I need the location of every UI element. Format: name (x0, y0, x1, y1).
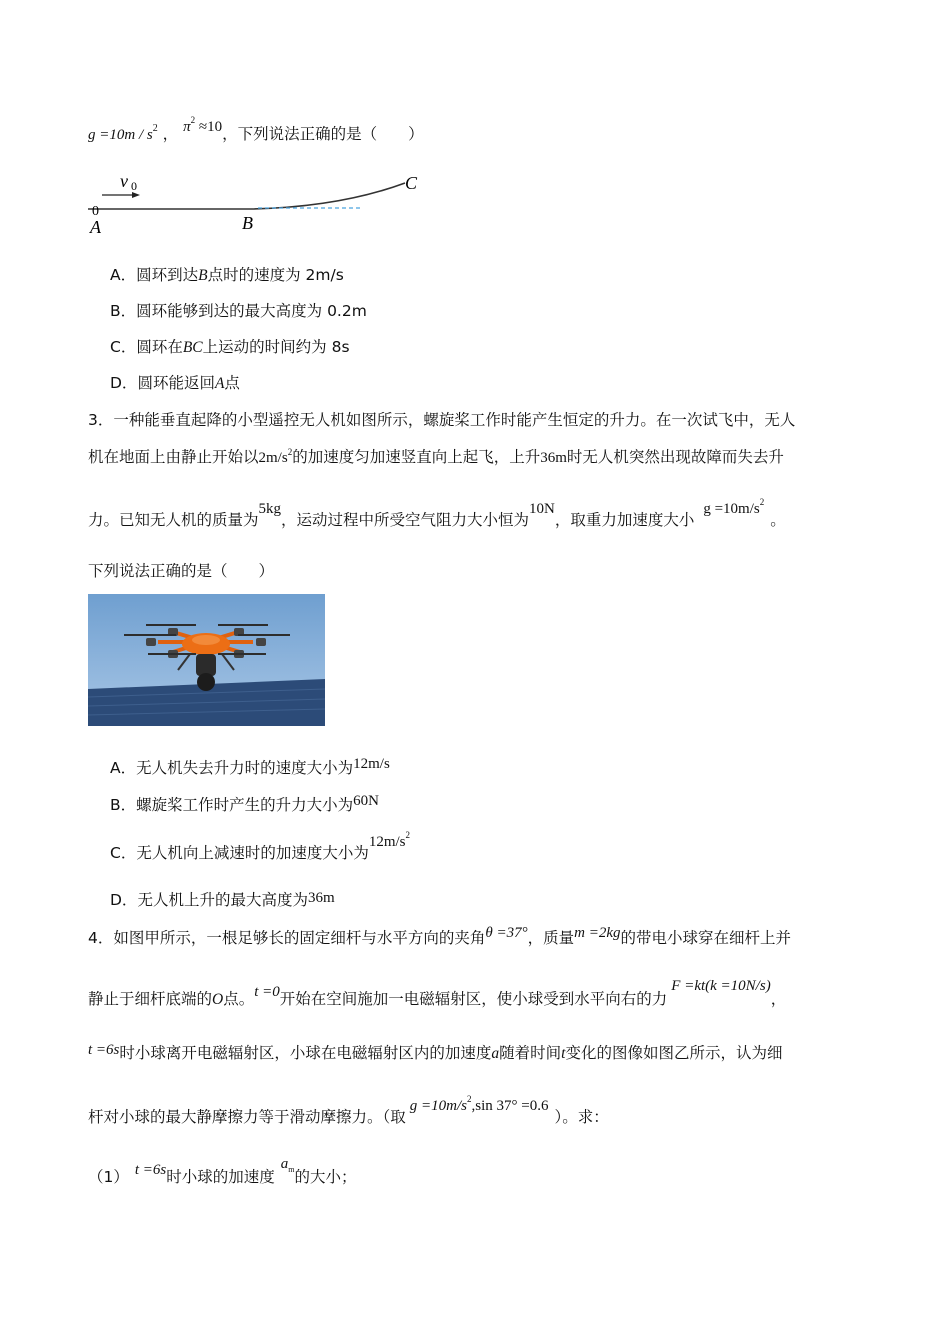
math: t =0 (254, 984, 280, 1000)
exponent: 2 (759, 497, 765, 507)
option-letter: D． (110, 891, 138, 909)
option-letter: C． (110, 844, 137, 862)
text: （1） (88, 1168, 129, 1186)
origin-label: 0 (92, 204, 99, 219)
option-text: 圆环到达 (136, 266, 199, 284)
option-text-end: 上运动的时间约为 8s (202, 338, 350, 356)
option-variable: BC (182, 339, 203, 356)
math: 36m (540, 450, 567, 466)
text: 时小球的加速度 (166, 1168, 275, 1186)
option-math: 12m/s (368, 834, 406, 850)
option-exponent: 2 (405, 830, 411, 840)
text: 随着时间 (499, 1044, 562, 1062)
option-text: 圆环能返回 (137, 374, 215, 392)
option-text: 圆环在 (136, 338, 183, 356)
variable: O (212, 991, 224, 1008)
math: F =kt(k =10N/s) (671, 978, 771, 994)
pi-exponent: 2 (190, 115, 196, 125)
option-letter: B． (110, 302, 137, 320)
exponent: 2 (287, 447, 293, 457)
pi-symbol: π (183, 119, 191, 135)
text: 杆对小球的最大静摩擦力等于滑动摩擦力。（取 (88, 1108, 406, 1126)
text: 时无人机突然出现故障而失去升 (566, 448, 784, 466)
curved-track (252, 183, 405, 209)
g-formula: g =10m / s (88, 127, 153, 143)
text: 的加速度匀加速竖直向上起飞，上升 (292, 448, 541, 466)
option-variable: B (198, 267, 208, 284)
math: g =10m/s (703, 501, 760, 517)
option-variable: A (214, 375, 225, 392)
option-text: 无人机向上减速时的加速度大小为 (136, 844, 369, 862)
math: 5kg (258, 501, 282, 517)
option-math: 12m/s (353, 756, 390, 772)
v0-label: v (120, 171, 128, 191)
option-text: 圆环能够到达的最大高度为 0.2m (136, 302, 367, 320)
q2-option-a[interactable] (110, 265, 344, 286)
q2-option-d[interactable] (110, 373, 240, 394)
question-tail: ，下列说法正确的是（ ） (222, 125, 424, 143)
point-c-label: C (405, 173, 418, 193)
math: 10N (529, 501, 555, 517)
q4-stem-line-4 (88, 1094, 609, 1129)
math: t =6s (88, 1042, 120, 1058)
option-letter: D． (110, 374, 138, 392)
pi-approx: ≈10 (195, 119, 223, 135)
math: θ =37° (485, 925, 528, 941)
option-text-end: 点时的速度为 2m/s (207, 266, 344, 284)
q2-option-c[interactable] (110, 337, 350, 358)
math: t =6s (134, 1162, 167, 1178)
drone-photo (88, 594, 325, 726)
text: 4．如图甲所示，一根足够长的固定细杆与水平方向的夹角 (88, 929, 486, 947)
text: ， (770, 990, 787, 1008)
q3-stem-line-1: 3．一种能垂直起降的小型遥控无人机如图所示，螺旋桨工作时能产生恒定的升力。在一次试飞中，无人 (88, 411, 796, 429)
math: m =2kg (574, 925, 621, 941)
text: 力。已知无人机的质量为 (88, 511, 259, 529)
q3-option-d[interactable] (110, 890, 335, 911)
drone-image (88, 594, 325, 726)
text: ）。求： (554, 1108, 609, 1126)
q3-stem-line-4: 下列说法正确的是（ ） (88, 562, 275, 580)
math: a (280, 1156, 289, 1172)
text: 静止于细杆底端的 (88, 990, 213, 1008)
q3-stem-line-2 (88, 447, 784, 469)
subscript: m (288, 1165, 295, 1174)
option-text: 无人机失去升力时的速度大小为 (136, 759, 354, 777)
option-letter: A． (110, 759, 137, 777)
q4-stem-line-1 (88, 925, 792, 949)
option-math: 36m (307, 890, 335, 906)
option-letter: B． (110, 796, 137, 814)
text: 点。 (223, 990, 255, 1008)
text: 变化的图像如图乙所示，认为细 (565, 1044, 783, 1062)
math: ,sin 37° =0.6 (471, 1098, 549, 1114)
point-b-label: B (242, 213, 253, 233)
option-text: 螺旋桨工作时产生的升力大小为 (136, 796, 354, 814)
comma: ， (162, 125, 179, 143)
option-text-end: 点 (224, 374, 240, 392)
text: 的大小； (294, 1168, 357, 1186)
point-a-label: A (90, 217, 101, 237)
option-math: 60N (353, 793, 379, 809)
text: 开始在空间施加一电磁辐射区，使小球受到水平向右的力 (279, 990, 668, 1008)
text: ，质量 (527, 929, 575, 947)
math: 2m/s (258, 450, 288, 466)
option-letter: A． (110, 266, 137, 284)
text: ，运动过程中所受空气阻力大小恒为 (281, 511, 530, 529)
q4-stem-line-3 (88, 1043, 783, 1064)
v0-subscript: 0 (131, 179, 137, 193)
q4-stem-line-2 (88, 978, 787, 1010)
text: 机在地面上由静止开始以 (88, 448, 259, 466)
exponent: 2 (466, 1094, 472, 1104)
q2-option-b[interactable] (110, 301, 367, 321)
text: 时小球离开电磁辐射区，小球在电磁辐射区内的加速度 (119, 1044, 492, 1062)
text: 的带电小球穿在细杆上并 (620, 929, 792, 947)
variable: a (491, 1045, 500, 1062)
option-letter: C． (110, 338, 137, 356)
g-exponent: 2 (152, 123, 158, 134)
track-figure (80, 165, 430, 240)
q3-option-a[interactable] (110, 758, 390, 779)
text: 。 (770, 511, 786, 529)
given-values-line (88, 115, 424, 147)
q3-stem-line-3 (88, 497, 786, 532)
q4-subquestion-1 (88, 1156, 357, 1190)
q3-option-c[interactable] (110, 830, 411, 865)
q3-option-b[interactable] (110, 795, 379, 816)
variable: t (561, 1045, 566, 1062)
text: ，取重力加速度大小 (554, 511, 695, 529)
math: g =10m/s (409, 1098, 467, 1114)
option-text: 无人机上升的最大高度为 (137, 891, 308, 909)
